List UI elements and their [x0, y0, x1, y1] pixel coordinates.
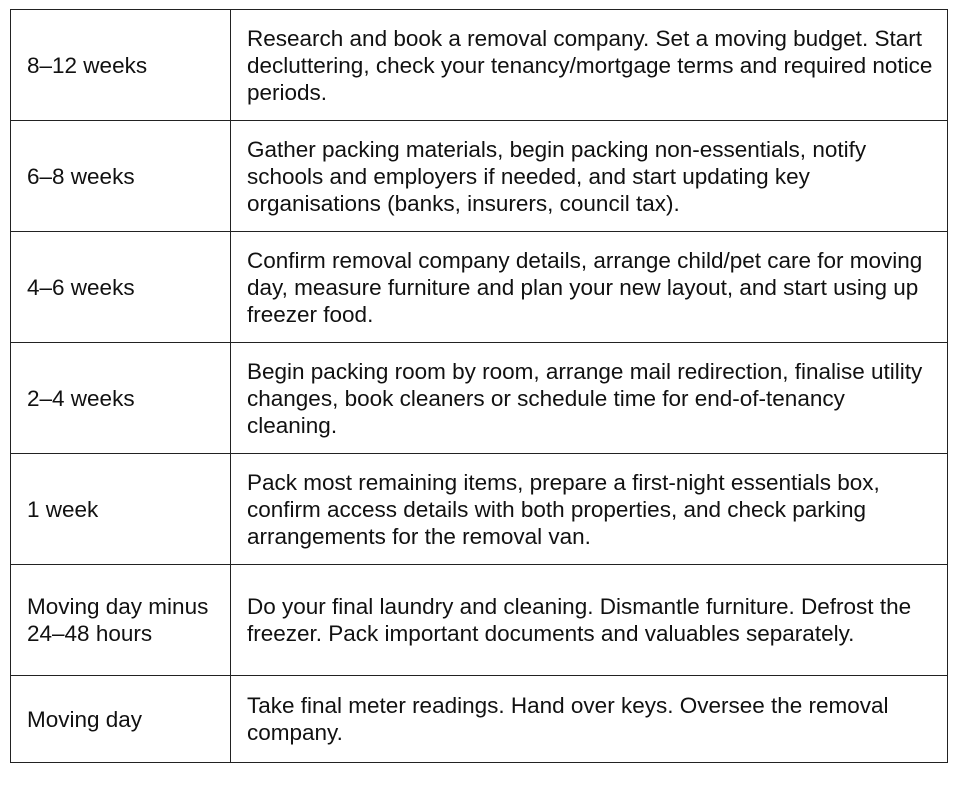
- table-row: [11, 454, 948, 565]
- task-cell: Begin packing room by room, arrange mail redirection, finalise utility changes, book cleaners or schedule time for end-of-tenancy cleaning.: [231, 343, 948, 454]
- table-row: [11, 565, 948, 676]
- timeframe-cell: 1 week: [11, 454, 231, 565]
- timeframe-cell: Moving day: [11, 676, 231, 763]
- task-cell: Gather packing materials, begin packing non-essentials, notify schools and employers if needed, and start updating key organisations (banks, insurers, council tax).: [231, 121, 948, 232]
- timeframe-cell: Moving day minus 24–48 hours: [11, 565, 231, 676]
- task-cell: Confirm removal company details, arrange child/pet care for moving day, measure furniture and plan your new layout, and start using up freezer food.: [231, 232, 948, 343]
- task-cell: Take final meter readings. Hand over keys. Oversee the removal company.: [231, 676, 948, 763]
- table-row: [11, 121, 948, 232]
- timeframe-cell: 6–8 weeks: [11, 121, 231, 232]
- table-row: [11, 232, 948, 343]
- table-row: [11, 10, 948, 121]
- table-row: [11, 676, 948, 763]
- task-cell: Do your final laundry and cleaning. Dismantle furniture. Defrost the freezer. Pack important documents and valuables separately.: [231, 565, 948, 676]
- table-row: [11, 343, 948, 454]
- moving-checklist-table: [10, 9, 948, 763]
- task-cell: Research and book a removal company. Set a moving budget. Start decluttering, check your tenancy/mortgage terms and required notice periods.: [231, 10, 948, 121]
- timeframe-cell: 2–4 weeks: [11, 343, 231, 454]
- timeframe-cell: 4–6 weeks: [11, 232, 231, 343]
- task-cell: Pack most remaining items, prepare a first-night essentials box, confirm access details with both properties, and check parking arrangements for the removal van.: [231, 454, 948, 565]
- timeframe-cell: 8–12 weeks: [11, 10, 231, 121]
